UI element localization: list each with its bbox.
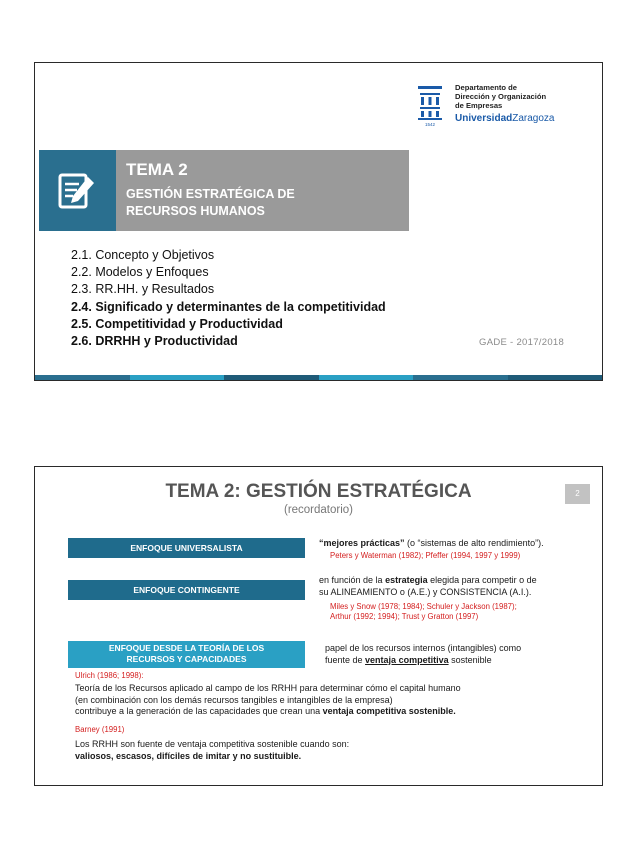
bar-segment [319, 375, 414, 380]
slide-1 [34, 62, 603, 381]
course-footer: GADE - 2017/2018 [479, 337, 565, 348]
enfoque-contingente-label: ENFOQUE CONTINGENTE [68, 580, 305, 600]
toc-item: 2.5. Competitividad y Productividad [71, 316, 283, 331]
slide-subtitle: GESTIÓN ESTRATÉGICA DE RECURSOS HUMANOS [126, 187, 295, 218]
slide-subtitle: (recordatorio) [283, 504, 354, 516]
page-number-badge: 2 [565, 484, 590, 504]
ulrich-text: Teoría de los Recursos aplicado al campo de los RRHH para determinar cómo el capital humano (en combinación con los demás recursos tangibles e intangibles de la empresa) contribuye a la generación de las capacidades que crean una ventaja competitiva sostenible. [75, 683, 461, 716]
svg-text:1542: 1542 [424, 122, 436, 127]
table-of-contents [71, 247, 386, 350]
slide-2 [34, 466, 603, 786]
ulrich-cite: Ulrich (1986; 1998): [75, 671, 144, 680]
enfoque-universalista-cite: Peters y Waterman (1982); Pfeffer (1994, 1997 y 1999) [330, 551, 521, 560]
bottom-color-bar [35, 375, 602, 380]
bar-segment [508, 375, 603, 380]
bar-segment [224, 375, 319, 380]
barney-cite: Barney (1991) [75, 725, 125, 734]
barney-text: Los RRHH son fuente de ventaja competitiva sostenible cuando son: valiosos, escasos, difíciles de imitar y no sustituible. [75, 739, 350, 761]
document-edit-icon [39, 150, 116, 231]
toc-item: 2.6. DRRHH y Productividad [71, 334, 238, 349]
department-name: Departamento de Dirección y Organización de Empresas [455, 83, 547, 110]
enfoque-contingente-cite: Miles y Snow (1978; 1984); Schuler y Jackson (1987); Arthur (1992; 1994); Trust y Gratton (1997) [330, 602, 517, 621]
enfoque-recursos-label: ENFOQUE DESDE LA TEORÍA DE LOS RECURSOS Y CAPACIDADES [68, 641, 305, 668]
bar-segment [413, 375, 508, 380]
toc-item: 2.2. Modelos y Enfoques [71, 265, 209, 280]
toc-item: 2.4. Significado y determinantes de la competitividad [71, 299, 386, 314]
enfoque-contingente-text: en función de la estrategia elegida para competir o de su ALINEAMIENTO o (A.E.) y CONSISTENCIA (A.I.). [319, 575, 537, 597]
title-band [116, 150, 409, 231]
toc-item: 2.3. RR.HH. y Resultados [71, 282, 215, 297]
bar-segment [35, 375, 130, 380]
toc-item: 2.1. Concepto y Objetivos [71, 248, 215, 262]
slide-title: TEMA 2: GESTIÓN ESTRATÉGICA [165, 481, 472, 502]
enfoque-universalista-label: ENFOQUE UNIVERSALISTA [68, 538, 305, 558]
enfoque-recursos-text: papel de los recursos internos (intangibles) como fuente de ventaja competitiva sostenible [325, 643, 522, 665]
university-logo [417, 83, 597, 135]
university-name: UniversidadZaragoza [455, 113, 555, 124]
university-crest-icon [417, 85, 443, 127]
bar-segment [130, 375, 225, 380]
title-icon-box [39, 150, 116, 231]
enfoque-universalista-text: “mejores prácticas” (o “sistemas de alto rendimiento”). [319, 538, 544, 548]
slide-title: TEMA 2 [126, 160, 188, 179]
